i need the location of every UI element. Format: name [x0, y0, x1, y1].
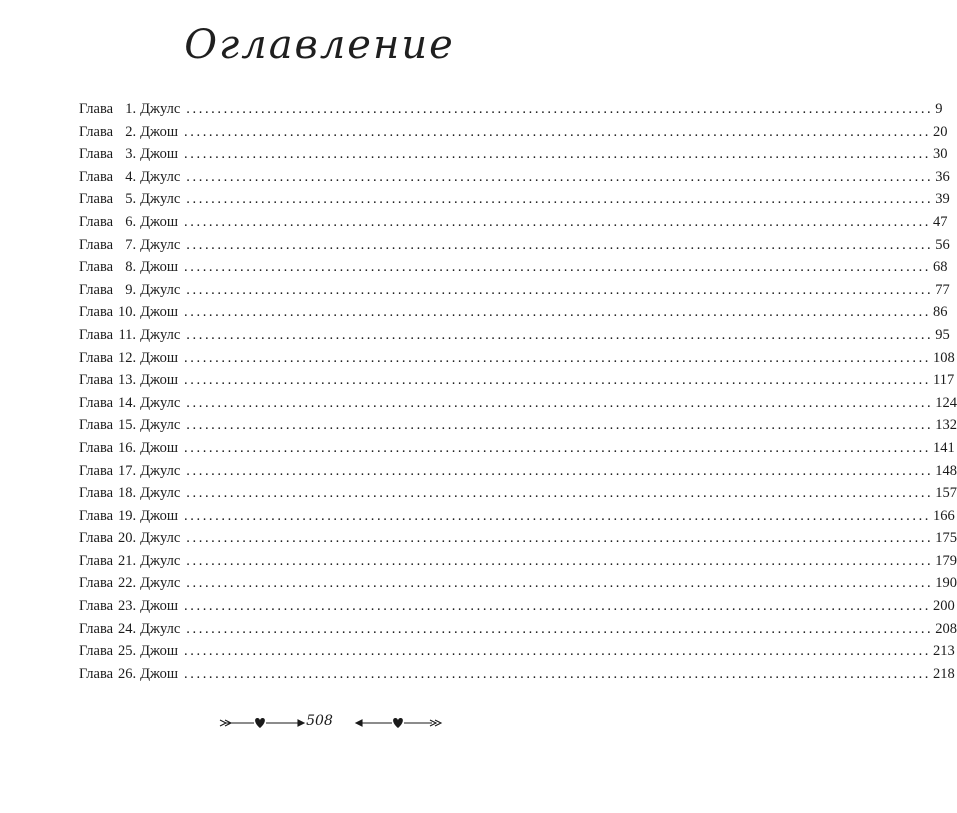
dot-leader: ........................................................................................................................: [186, 236, 934, 253]
dot-leader: ........................................................................................................................: [184, 372, 932, 389]
toc-entry: [79, 527, 957, 550]
toc-entry: [79, 414, 957, 437]
chapter-number: 11.: [118, 326, 137, 343]
toc-entry-label: [79, 188, 180, 211]
chapter-word: Глава: [79, 462, 114, 479]
chapter-narrator: Джош: [140, 372, 179, 389]
chapter-narrator: Джош: [140, 259, 179, 276]
dot-leader: ........................................................................................................................: [184, 665, 932, 682]
toc-entry-label: [79, 460, 180, 483]
dot-leader: ........................................................................................................................: [186, 191, 934, 208]
chapter-narrator: Джош: [140, 146, 179, 163]
chapter-word: Глава: [79, 620, 114, 637]
chapter-word: Глава: [79, 552, 114, 569]
chapter-word: Глава: [79, 372, 114, 389]
chapter-number: 6.: [125, 213, 137, 230]
toc-page-number: 36: [935, 168, 950, 185]
toc-entry: [79, 301, 948, 324]
toc-entry-label: [79, 369, 178, 392]
dot-leader: ........................................................................................................................: [186, 101, 934, 117]
chapter-number: 4.: [125, 168, 137, 185]
chapter-number: 16.: [117, 439, 137, 456]
chapter-word: Глава: [79, 417, 114, 434]
chapter-word: Глава: [79, 259, 114, 276]
toc-entry: [79, 437, 955, 460]
chapter-number: 24.: [117, 620, 137, 637]
chapter-number: 20.: [117, 530, 137, 547]
chapter-narrator: Джулс: [140, 462, 181, 479]
toc-entry: [79, 211, 948, 234]
toc-entry: [79, 166, 950, 189]
chapter-narrator: Джош: [140, 349, 179, 366]
toc-page-number: 124: [935, 394, 957, 411]
toc-page-number: 47: [933, 213, 948, 230]
chapter-word: Глава: [79, 101, 114, 117]
chapter-number: 3.: [125, 146, 137, 163]
toc-entry-label: [79, 618, 180, 641]
dot-leader: ........................................................................................................................: [184, 123, 932, 140]
chapter-narrator: Джулс: [140, 394, 181, 411]
chapter-narrator: Джулс: [140, 191, 181, 208]
toc-page-number: 157: [935, 485, 957, 502]
chapter-narrator: Джош: [140, 439, 179, 456]
toc-entry-label: [79, 121, 178, 144]
dot-leader: ........................................................................................................................: [184, 643, 932, 660]
toc-entry-label: [79, 640, 178, 663]
chapter-word: Глава: [79, 191, 114, 208]
chapter-word: Глава: [79, 665, 114, 682]
toc-entry: [79, 143, 948, 166]
chapter-word: Глава: [79, 168, 114, 185]
toc-entry-label: [79, 143, 178, 166]
toc-entry: [79, 369, 955, 392]
toc-entry: [79, 188, 950, 211]
chapter-number: 21.: [117, 552, 137, 569]
chapter-number: 17.: [117, 462, 137, 479]
chapter-narrator: Джош: [140, 123, 179, 140]
dot-leader: ........................................................................................................................: [186, 530, 934, 547]
toc-page-number: 166: [933, 507, 955, 524]
toc-entry: [79, 460, 957, 483]
dot-leader: ........................................................................................................................: [186, 417, 934, 434]
chapter-narrator: Джулс: [140, 101, 181, 117]
toc-page-number: 141: [933, 439, 955, 456]
chapter-number: 13.: [117, 372, 137, 389]
toc-page-number: 9: [935, 101, 943, 117]
toc-entry-label: [79, 324, 180, 347]
toc-entry: [79, 572, 957, 595]
toc-page-number: 30: [933, 146, 948, 163]
toc-page-number: 208: [935, 620, 957, 637]
chapter-number: 8.: [125, 259, 137, 276]
chapter-number: 1.: [125, 101, 137, 117]
chapter-narrator: Джош: [140, 665, 179, 682]
chapter-narrator: Джулс: [140, 620, 181, 637]
dot-leader: ........................................................................................................................: [186, 575, 934, 592]
dot-leader: ........................................................................................................................: [186, 168, 934, 185]
toc-page-number: 148: [935, 462, 957, 479]
chapter-number: 12.: [117, 349, 137, 366]
table-of-contents: [79, 98, 957, 685]
toc-entry-label: [79, 392, 180, 415]
dot-leader: ........................................................................................................................: [186, 620, 934, 637]
dot-leader: ........................................................................................................................: [186, 552, 934, 569]
chapter-number: 23.: [117, 598, 137, 615]
chapter-word: Глава: [79, 304, 114, 321]
toc-entry-label: [79, 166, 180, 189]
dot-leader: ........................................................................................................................: [184, 259, 932, 276]
toc-entry: [79, 482, 957, 505]
toc-entry-label: [79, 527, 180, 550]
chapter-narrator: Джулс: [140, 236, 181, 253]
toc-entry-label: [79, 437, 178, 460]
toc-entry-label: [79, 663, 178, 686]
dot-leader: ........................................................................................................................: [186, 485, 934, 502]
toc-page-number: 108: [933, 349, 955, 366]
chapter-word: Глава: [79, 394, 114, 411]
page-number: 508: [306, 713, 333, 729]
chapter-narrator: Джулс: [140, 530, 181, 547]
toc-page-number: 68: [933, 259, 948, 276]
chapter-word: Глава: [79, 643, 114, 660]
toc-entry-label: [79, 595, 178, 618]
chapter-narrator: Джулс: [140, 168, 181, 185]
toc-page-number: 86: [933, 304, 948, 321]
toc-entry-label: [79, 256, 178, 279]
toc-page-number: 218: [933, 665, 955, 682]
toc-entry: [79, 505, 955, 528]
chapter-narrator: Джош: [140, 304, 179, 321]
toc-entry: [79, 256, 948, 279]
toc-entry: [79, 640, 955, 663]
toc-page-number: 132: [935, 417, 957, 434]
dot-leader: ........................................................................................................................: [184, 146, 932, 163]
dot-leader: ........................................................................................................................: [186, 462, 934, 479]
chapter-number: 7.: [125, 236, 137, 253]
toc-entry: [79, 279, 950, 302]
toc-page-number: 77: [935, 281, 950, 298]
toc-entry-label: [79, 301, 178, 324]
dot-leader: ........................................................................................................................: [186, 281, 934, 298]
chapter-narrator: Джош: [140, 507, 179, 524]
chapter-word: Глава: [79, 146, 114, 163]
toc-page-number: 117: [933, 372, 955, 389]
toc-page-number: 200: [933, 598, 955, 615]
chapter-word: Глава: [79, 236, 114, 253]
chapter-number: 9.: [125, 281, 137, 298]
toc-entry: [79, 347, 955, 370]
toc-entry-label: [79, 482, 180, 505]
chapter-number: 19.: [117, 507, 137, 524]
toc-entry-label: [79, 279, 180, 302]
chapter-word: Глава: [79, 530, 114, 547]
chapter-number: 26.: [117, 665, 137, 682]
toc-entry: [79, 618, 957, 641]
chapter-number: 25.: [117, 643, 137, 660]
toc-page-number: 213: [933, 643, 955, 660]
dot-leader: ........................................................................................................................: [184, 598, 932, 615]
toc-entry-label: [79, 550, 180, 573]
dot-leader: ........................................................................................................................: [184, 213, 932, 230]
toc-entry-label: [79, 234, 180, 257]
chapter-narrator: Джулс: [140, 326, 181, 343]
toc-page-number: 175: [935, 530, 957, 547]
toc-entry: [79, 234, 950, 257]
toc-entry-label: [79, 572, 180, 595]
dot-leader: ........................................................................................................................: [184, 439, 932, 456]
toc-entry: [79, 324, 950, 347]
chapter-number: 18.: [117, 485, 137, 502]
chapter-narrator: Джулс: [140, 485, 181, 502]
chapter-word: Глава: [79, 598, 114, 615]
dot-leader: ........................................................................................................................: [186, 394, 934, 411]
chapter-number: 5.: [125, 191, 137, 208]
chapter-narrator: Джош: [140, 643, 179, 660]
toc-entry: [79, 663, 955, 686]
chapter-narrator: Джош: [140, 213, 179, 230]
dot-leader: ........................................................................................................................: [184, 304, 932, 321]
toc-entry: [79, 392, 957, 415]
chapter-number: 10.: [117, 304, 137, 321]
chapter-word: Глава: [79, 281, 114, 298]
chapter-narrator: Джулс: [140, 281, 181, 298]
chapter-word: Глава: [79, 349, 114, 366]
chapter-narrator: Джулс: [140, 417, 181, 434]
toc-entry-label: [79, 505, 178, 528]
toc-entry-label: [79, 414, 180, 437]
chapter-narrator: Джош: [140, 598, 179, 615]
chapter-word: Глава: [79, 326, 114, 343]
chapter-number: 2.: [125, 123, 137, 140]
chapter-word: Глава: [79, 507, 114, 524]
page-title: Оглавление: [184, 22, 455, 68]
chapter-word: Глава: [79, 439, 114, 456]
chapter-number: 15.: [117, 417, 137, 434]
toc-page-number: 179: [935, 552, 957, 569]
chapter-number: 22.: [117, 575, 137, 592]
dot-leader: ........................................................................................................................: [184, 349, 932, 366]
chapter-narrator: Джулс: [140, 575, 181, 592]
chapter-word: Глава: [79, 575, 114, 592]
chapter-word: Глава: [79, 213, 114, 230]
toc-page-number: 20: [933, 123, 948, 140]
chapter-narrator: Джулс: [140, 552, 181, 569]
toc-entry: [79, 98, 943, 121]
dot-leader: ........................................................................................................................: [184, 507, 932, 524]
toc-entry-label: [79, 211, 178, 234]
toc-page-number: 95: [935, 326, 950, 343]
chapter-word: Глава: [79, 485, 114, 502]
dot-leader: ........................................................................................................................: [186, 326, 934, 343]
chapter-word: Глава: [79, 123, 114, 140]
chapter-number: 14.: [117, 394, 137, 411]
toc-entry: [79, 121, 948, 144]
toc-entry-label: [79, 347, 178, 370]
toc-entry: [79, 595, 955, 618]
toc-page-number: 39: [935, 191, 950, 208]
toc-page-number: 190: [935, 575, 957, 592]
toc-entry-label: [79, 98, 180, 121]
toc-entry: [79, 550, 957, 573]
toc-page-number: 56: [935, 236, 950, 253]
